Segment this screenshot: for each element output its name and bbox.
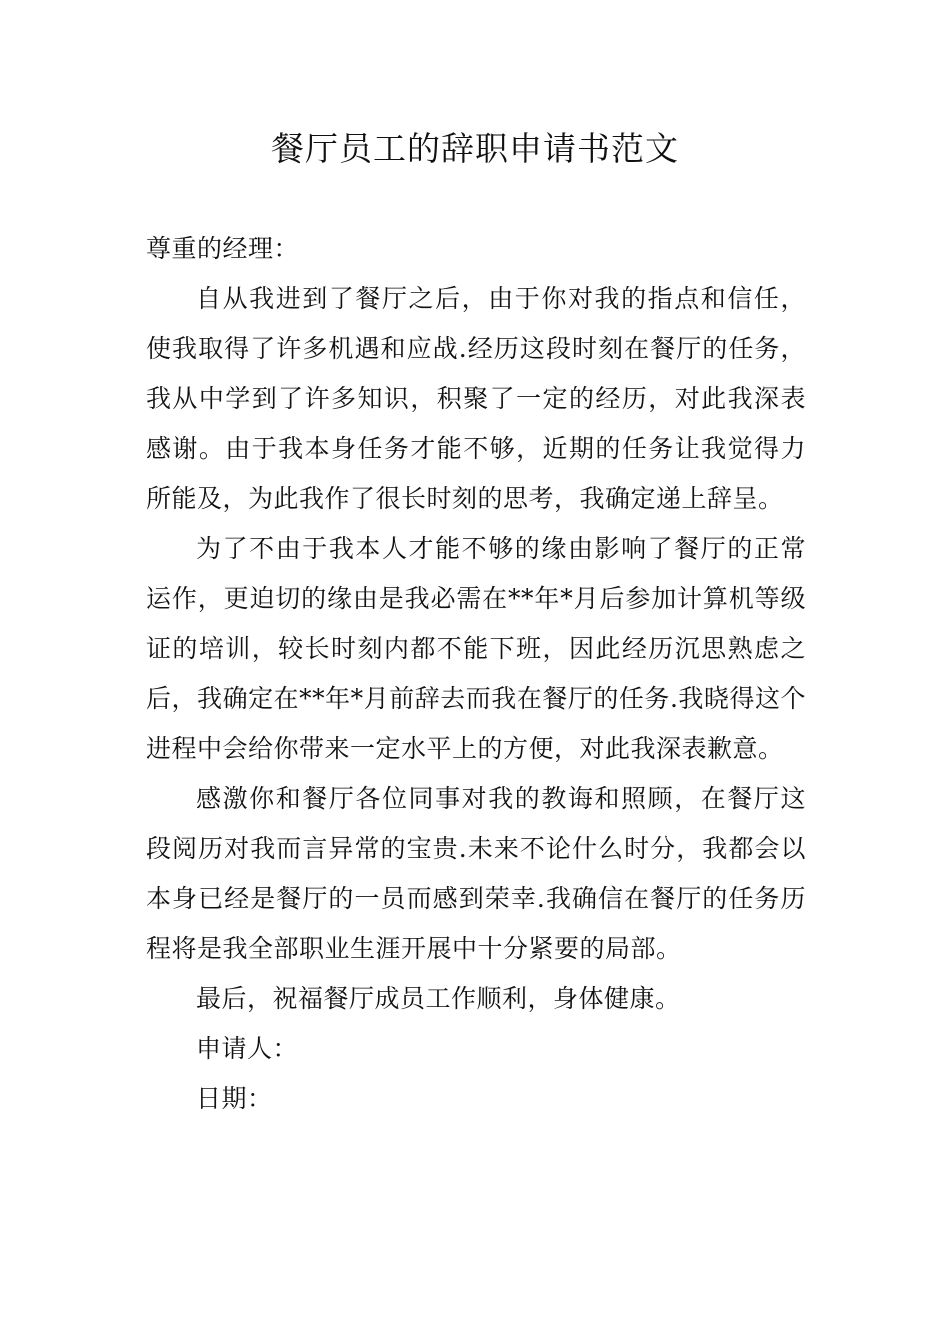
salutation: 尊重的经理： (146, 234, 300, 263)
paragraph-2: 为了不由于我本人才能不够的缘由影响了餐厅的正常运作，更迫切的缘由是我必需在**年*月后参加计算机等级证的培训，较长时刻内都不能下班，因此经历沉思熟虑之后，我确定在**年*月前辞去而我在餐厅的任务.我晓得这个进程中会给你带来一定水平上的方便，对此我深表歉意。 (146, 534, 806, 763)
document-title: 餐厅员工的辞职申请书范文 (271, 129, 679, 168)
applicant-label: 申请人： (196, 1034, 299, 1063)
paragraph-3: 感激你和餐厅各位同事对我的教诲和照顾，在餐厅这段阅历对我而言异常的宝贵.未来不论什么时分，我都会以本身已经是餐厅的一员而感到荣幸.我确信在餐厅的任务历程将是我全部职业生涯开展中十分紧要的局部。 (146, 784, 806, 963)
closing-wish: 最后，祝福餐厅成员工作顺利，身体健康。 (196, 984, 681, 1013)
paragraph-1: 自从我进到了餐厅之后，由于你对我的指点和信任，使我取得了许多机遇和应战.经历这段时刻在餐厅的任务，我从中学到了许多知识，积聚了一定的经历，对此我深表感谢。由于我本身任务才能不够，近期的任务让我觉得力所能及，为此我作了很长时刻的思考，我确定递上辞呈。 (146, 284, 806, 513)
letter-body (146, 224, 806, 1124)
date-label: 日期： (196, 1084, 273, 1113)
